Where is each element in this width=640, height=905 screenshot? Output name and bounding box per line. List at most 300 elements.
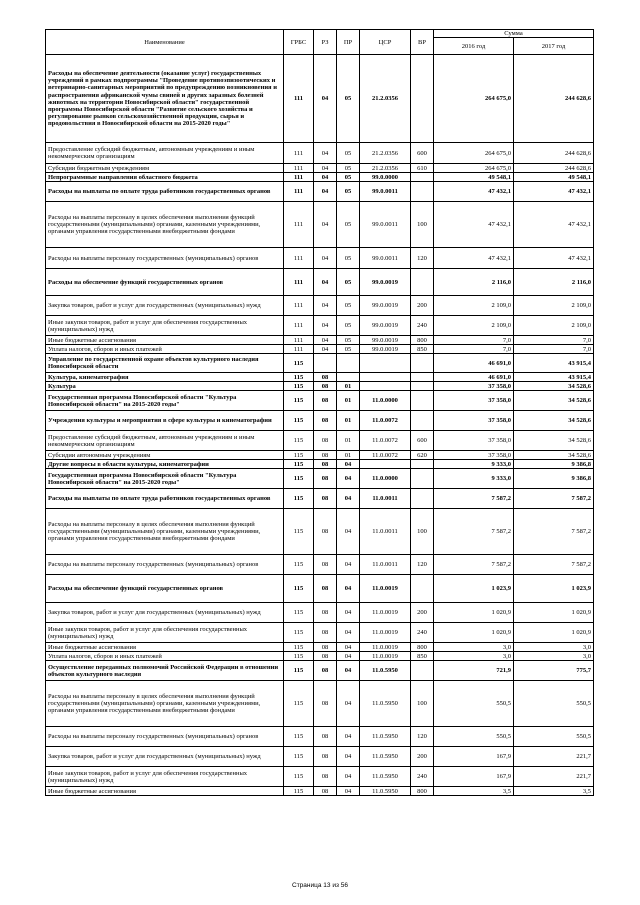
cell-rz: 08 <box>314 767 337 787</box>
table-row <box>46 489 594 509</box>
table-row <box>46 575 594 603</box>
cell-csr: 11.0.0072 <box>360 411 411 431</box>
cell-s2017: 3,5 <box>514 787 594 796</box>
cell-s2016: 550,5 <box>434 681 514 727</box>
cell-s2017: 34 528,6 <box>514 411 594 431</box>
table-row <box>46 316 594 336</box>
cell-rz: 08 <box>314 509 337 555</box>
cell-grbs: 115 <box>284 652 314 661</box>
cell-s2017: 49 548,1 <box>514 173 594 182</box>
header-grbs: ГРБС <box>284 30 314 55</box>
cell-vr <box>411 575 434 603</box>
cell-s2016: 46 691,0 <box>434 354 514 373</box>
cell-pr: 05 <box>337 269 360 296</box>
cell-name: Расходы на обеспечение деятельности (оказание услуг) государственных учреждений в рамках подпрограммы "Проведение противоэпизоотических и ветеринарно-санитарных мероприятий по предупреждению возникновения и распространения африканской чумы свиней и других заразных болезней животных на территории Новосибирской области" государственной программы Новосибирской области "Развитие сельского хозяйства и регулирование рынков сельскохозяйственной продукции, сырья и продовольствия в Новосибирской области на 2015-2020 годы" <box>46 55 284 143</box>
cell-name: Расходы на выплаты персоналу в целях обеспечения выполнения функций государственными (муниципальными) органами, казенными учреждениями, органами управления государственными внебюджетными фондами <box>46 509 284 555</box>
cell-s2017: 34 528,6 <box>514 431 594 451</box>
cell-csr: 11.0.5950 <box>360 787 411 796</box>
cell-rz: 08 <box>314 575 337 603</box>
cell-s2017: 47 432,1 <box>514 202 594 248</box>
cell-s2016: 37 358,0 <box>434 411 514 431</box>
cell-s2017: 3,0 <box>514 652 594 661</box>
cell-pr: 05 <box>337 316 360 336</box>
cell-s2017: 7 587,2 <box>514 489 594 509</box>
cell-pr: 05 <box>337 248 360 269</box>
cell-grbs: 115 <box>284 354 314 373</box>
cell-s2016: 721,9 <box>434 661 514 681</box>
cell-csr: 11.0.0011 <box>360 509 411 555</box>
cell-s2017: 43 915,4 <box>514 373 594 382</box>
cell-s2016: 1 023,9 <box>434 575 514 603</box>
cell-csr: 99.0.0000 <box>360 173 411 182</box>
cell-pr: 04 <box>337 643 360 652</box>
cell-vr: 610 <box>411 164 434 173</box>
header-sum: Сумма <box>434 30 594 38</box>
cell-rz: 08 <box>314 469 337 489</box>
cell-grbs: 111 <box>284 316 314 336</box>
cell-pr: 04 <box>337 747 360 767</box>
table-row <box>46 509 594 555</box>
cell-s2017: 244 628,6 <box>514 164 594 173</box>
cell-csr: 11.0.0011 <box>360 555 411 575</box>
cell-grbs: 111 <box>284 55 314 143</box>
cell-pr: 04 <box>337 575 360 603</box>
cell-csr: 11.0.0072 <box>360 451 411 460</box>
cell-pr: 05 <box>337 296 360 316</box>
table-row <box>46 373 594 382</box>
table-row <box>46 643 594 652</box>
cell-s2016: 37 358,0 <box>434 451 514 460</box>
cell-s2017: 7 587,2 <box>514 509 594 555</box>
cell-csr: 11.0.5950 <box>360 747 411 767</box>
cell-s2017: 34 528,6 <box>514 382 594 391</box>
cell-s2016: 264 675,0 <box>434 164 514 173</box>
cell-csr: 11.0.0019 <box>360 603 411 623</box>
cell-s2017: 221,7 <box>514 767 594 787</box>
cell-csr: 11.0.0000 <box>360 391 411 411</box>
cell-grbs: 115 <box>284 661 314 681</box>
cell-csr: 99.0.0011 <box>360 182 411 202</box>
table-row <box>46 681 594 727</box>
cell-csr: 11.0.5950 <box>360 681 411 727</box>
table-row <box>46 202 594 248</box>
cell-name: Уплата налогов, сборов и иных платежей <box>46 345 284 354</box>
cell-grbs: 115 <box>284 382 314 391</box>
header-name: Наименование <box>46 30 284 55</box>
cell-name: Иные закупки товаров, работ и услуг для обеспечения государственных (муниципальных) нужд <box>46 623 284 643</box>
cell-vr: 800 <box>411 787 434 796</box>
cell-s2016: 550,5 <box>434 727 514 747</box>
cell-grbs: 111 <box>284 336 314 345</box>
cell-s2016: 1 020,9 <box>434 623 514 643</box>
cell-grbs: 115 <box>284 489 314 509</box>
cell-name: Расходы на выплаты персоналу в целях обеспечения выполнения функций государственными (муниципальными) органами, казенными учреждениями, органами управления государственными внебюджетными фондами <box>46 681 284 727</box>
cell-vr <box>411 269 434 296</box>
cell-rz: 08 <box>314 623 337 643</box>
cell-csr: 99.0.0019 <box>360 316 411 336</box>
cell-name: Закупка товаров, работ и услуг для государственных (муниципальных) нужд <box>46 296 284 316</box>
cell-pr: 05 <box>337 345 360 354</box>
header-2017: 2017 год <box>514 38 594 55</box>
cell-pr: 04 <box>337 509 360 555</box>
cell-s2017: 47 432,1 <box>514 182 594 202</box>
cell-name: Субсидии автономным учреждениям <box>46 451 284 460</box>
cell-grbs: 115 <box>284 623 314 643</box>
cell-s2016: 7,0 <box>434 336 514 345</box>
cell-vr: 200 <box>411 603 434 623</box>
cell-name: Иные бюджетные ассигнования <box>46 336 284 345</box>
cell-pr: 04 <box>337 661 360 681</box>
table-row <box>46 248 594 269</box>
cell-vr: 100 <box>411 681 434 727</box>
cell-grbs: 111 <box>284 345 314 354</box>
cell-s2016: 7 587,2 <box>434 509 514 555</box>
cell-s2016: 7 587,2 <box>434 555 514 575</box>
cell-csr: 11.0.0019 <box>360 652 411 661</box>
cell-rz: 08 <box>314 681 337 727</box>
table-row <box>46 354 594 373</box>
cell-vr <box>411 373 434 382</box>
table-row <box>46 269 594 296</box>
cell-rz: 08 <box>314 411 337 431</box>
cell-csr: 11.0.5950 <box>360 661 411 681</box>
cell-grbs: 115 <box>284 469 314 489</box>
cell-rz: 08 <box>314 451 337 460</box>
cell-name: Расходы на выплаты персоналу государственных (муниципальных) органов <box>46 727 284 747</box>
cell-name: Культура <box>46 382 284 391</box>
cell-vr <box>411 391 434 411</box>
cell-grbs: 115 <box>284 747 314 767</box>
cell-vr: 620 <box>411 451 434 460</box>
cell-s2017: 43 915,4 <box>514 354 594 373</box>
cell-grbs: 111 <box>284 248 314 269</box>
cell-name: Государственная программа Новосибирской области "Культура Новосибирской области" на 2015-2020 годы" <box>46 391 284 411</box>
table-row <box>46 787 594 796</box>
cell-grbs: 115 <box>284 509 314 555</box>
cell-rz: 08 <box>314 603 337 623</box>
cell-vr: 120 <box>411 248 434 269</box>
cell-rz: 04 <box>314 182 337 202</box>
cell-s2017: 1 020,9 <box>514 603 594 623</box>
cell-vr: 240 <box>411 767 434 787</box>
cell-grbs: 111 <box>284 173 314 182</box>
cell-csr: 21.2.0356 <box>360 55 411 143</box>
cell-pr: 04 <box>337 652 360 661</box>
cell-grbs: 115 <box>284 460 314 469</box>
cell-s2016: 167,9 <box>434 767 514 787</box>
cell-name: Расходы на выплаты персоналу в целях обеспечения выполнения функций государственными (муниципальными) органами, казенными учреждениями, органами управления государственными внебюджетными фондами <box>46 202 284 248</box>
table-row <box>46 296 594 316</box>
cell-name: Непрограммные направления областного бюджета <box>46 173 284 182</box>
cell-name: Учреждения культуры и мероприятия в сфере культуры и кинематографии <box>46 411 284 431</box>
cell-s2016: 7 587,2 <box>434 489 514 509</box>
table-row <box>46 345 594 354</box>
cell-csr <box>360 460 411 469</box>
cell-rz: 04 <box>314 248 337 269</box>
cell-s2017: 7,0 <box>514 345 594 354</box>
cell-csr: 99.0.0019 <box>360 345 411 354</box>
page-number: Страница 13 из 56 <box>292 882 348 889</box>
cell-s2017: 7 587,2 <box>514 555 594 575</box>
table-row <box>46 747 594 767</box>
cell-name: Расходы на выплаты по оплате труда работников государственных органов <box>46 182 284 202</box>
cell-csr: 99.0.0011 <box>360 202 411 248</box>
cell-s2016: 47 432,1 <box>434 248 514 269</box>
cell-grbs: 111 <box>284 182 314 202</box>
cell-grbs: 115 <box>284 727 314 747</box>
cell-rz: 04 <box>314 296 337 316</box>
table-row <box>46 727 594 747</box>
cell-csr: 11.0.0072 <box>360 431 411 451</box>
cell-s2016: 3,5 <box>434 787 514 796</box>
cell-pr: 05 <box>337 143 360 164</box>
table-row <box>46 382 594 391</box>
cell-pr: 04 <box>337 555 360 575</box>
cell-pr: 04 <box>337 681 360 727</box>
cell-s2016: 264 675,0 <box>434 143 514 164</box>
cell-s2017: 3,0 <box>514 643 594 652</box>
table-row <box>46 767 594 787</box>
cell-s2017: 2 116,0 <box>514 269 594 296</box>
cell-vr: 850 <box>411 345 434 354</box>
cell-s2016: 3,0 <box>434 652 514 661</box>
cell-s2016: 2 116,0 <box>434 269 514 296</box>
cell-pr: 04 <box>337 469 360 489</box>
cell-vr <box>411 460 434 469</box>
cell-s2017: 221,7 <box>514 747 594 767</box>
cell-vr: 800 <box>411 643 434 652</box>
cell-pr: 01 <box>337 391 360 411</box>
cell-csr <box>360 354 411 373</box>
cell-grbs: 115 <box>284 681 314 727</box>
cell-vr: 200 <box>411 747 434 767</box>
cell-rz: 08 <box>314 382 337 391</box>
cell-pr: 04 <box>337 603 360 623</box>
cell-rz: 04 <box>314 336 337 345</box>
cell-vr: 100 <box>411 202 434 248</box>
cell-s2017: 550,5 <box>514 727 594 747</box>
header-2016: 2016 год <box>434 38 514 55</box>
cell-name: Иные бюджетные ассигнования <box>46 787 284 796</box>
cell-s2016: 167,9 <box>434 747 514 767</box>
header-csr: ЦСР <box>360 30 411 55</box>
table-row <box>46 391 594 411</box>
table-body <box>46 55 594 796</box>
table-row <box>46 451 594 460</box>
cell-csr: 21.2.0356 <box>360 143 411 164</box>
cell-s2017: 244 628,6 <box>514 55 594 143</box>
cell-pr: 01 <box>337 431 360 451</box>
cell-name: Уплата налогов, сборов и иных платежей <box>46 652 284 661</box>
cell-grbs: 111 <box>284 143 314 164</box>
cell-s2016: 9 333,0 <box>434 460 514 469</box>
cell-csr: 11.0.0019 <box>360 643 411 652</box>
cell-s2017: 9 386,8 <box>514 469 594 489</box>
cell-rz: 08 <box>314 747 337 767</box>
cell-rz: 04 <box>314 164 337 173</box>
cell-pr: 01 <box>337 382 360 391</box>
table-row <box>46 661 594 681</box>
table-row <box>46 55 594 143</box>
cell-rz: 08 <box>314 373 337 382</box>
cell-name: Расходы на обеспечение функций государственных органов <box>46 269 284 296</box>
cell-pr: 04 <box>337 623 360 643</box>
cell-s2017: 7,0 <box>514 336 594 345</box>
cell-grbs: 115 <box>284 451 314 460</box>
cell-rz: 08 <box>314 555 337 575</box>
cell-vr <box>411 469 434 489</box>
cell-name: Предоставление субсидий бюджетным, автономным учреждениям и иным некоммерческим организациям <box>46 143 284 164</box>
cell-rz: 08 <box>314 652 337 661</box>
cell-pr: 05 <box>337 173 360 182</box>
cell-s2016: 264 675,0 <box>434 55 514 143</box>
cell-grbs: 115 <box>284 603 314 623</box>
cell-csr: 11.0.0000 <box>360 469 411 489</box>
cell-rz: 04 <box>314 202 337 248</box>
cell-grbs: 111 <box>284 269 314 296</box>
cell-vr <box>411 173 434 182</box>
cell-vr: 850 <box>411 652 434 661</box>
cell-grbs: 115 <box>284 391 314 411</box>
header-rz: РЗ <box>314 30 337 55</box>
cell-s2017: 550,5 <box>514 681 594 727</box>
cell-csr <box>360 382 411 391</box>
cell-grbs: 115 <box>284 555 314 575</box>
cell-rz: 04 <box>314 316 337 336</box>
cell-s2017: 47 432,1 <box>514 248 594 269</box>
cell-name: Управление по государственной охране объектов культурного наследия Новосибирской области <box>46 354 284 373</box>
cell-csr: 99.0.0019 <box>360 269 411 296</box>
cell-name: Закупка товаров, работ и услуг для государственных (муниципальных) нужд <box>46 603 284 623</box>
cell-s2017: 1 020,9 <box>514 623 594 643</box>
cell-pr: 05 <box>337 336 360 345</box>
cell-rz: 08 <box>314 391 337 411</box>
cell-grbs: 115 <box>284 431 314 451</box>
cell-pr: 05 <box>337 182 360 202</box>
table-row <box>46 411 594 431</box>
cell-vr: 200 <box>411 296 434 316</box>
cell-grbs: 115 <box>284 767 314 787</box>
cell-rz: 08 <box>314 460 337 469</box>
cell-name: Субсидии бюджетным учреждениям <box>46 164 284 173</box>
cell-csr: 99.0.0019 <box>360 296 411 316</box>
cell-s2016: 2 109,0 <box>434 296 514 316</box>
cell-name: Другие вопросы в области культуры, кинематографии <box>46 460 284 469</box>
cell-s2017: 1 023,9 <box>514 575 594 603</box>
cell-pr: 01 <box>337 411 360 431</box>
cell-pr: 04 <box>337 787 360 796</box>
budget-table <box>45 29 594 796</box>
cell-vr: 120 <box>411 555 434 575</box>
cell-rz: 08 <box>314 727 337 747</box>
cell-pr: 04 <box>337 489 360 509</box>
cell-s2016: 37 358,0 <box>434 391 514 411</box>
table-row <box>46 555 594 575</box>
cell-vr: 100 <box>411 509 434 555</box>
cell-name: Иные бюджетные ассигнования <box>46 643 284 652</box>
cell-vr: 240 <box>411 316 434 336</box>
cell-grbs: 115 <box>284 575 314 603</box>
cell-vr <box>411 661 434 681</box>
cell-pr <box>337 354 360 373</box>
cell-csr: 11.0.0011 <box>360 489 411 509</box>
cell-name: Закупка товаров, работ и услуг для государственных (муниципальных) нужд <box>46 747 284 767</box>
table-row <box>46 460 594 469</box>
cell-name: Культура, кинематография <box>46 373 284 382</box>
cell-vr <box>411 55 434 143</box>
cell-rz: 04 <box>314 143 337 164</box>
cell-s2016: 37 358,0 <box>434 431 514 451</box>
cell-rz: 08 <box>314 661 337 681</box>
header-pr: ПР <box>337 30 360 55</box>
cell-vr: 240 <box>411 623 434 643</box>
cell-grbs: 115 <box>284 373 314 382</box>
cell-csr: 11.0.0019 <box>360 575 411 603</box>
cell-vr <box>411 411 434 431</box>
cell-rz: 04 <box>314 55 337 143</box>
cell-vr <box>411 354 434 373</box>
cell-csr: 99.0.0011 <box>360 248 411 269</box>
cell-name: Государственная программа Новосибирской области "Культура Новосибирской области" на 2015-2020 годы" <box>46 469 284 489</box>
cell-vr <box>411 382 434 391</box>
cell-name: Расходы на выплаты по оплате труда работников государственных органов <box>46 489 284 509</box>
table-row <box>46 173 594 182</box>
cell-name: Иные закупки товаров, работ и услуг для обеспечения государственных (муниципальных) нужд <box>46 316 284 336</box>
table-row <box>46 182 594 202</box>
cell-csr <box>360 373 411 382</box>
cell-s2016: 9 333,0 <box>434 469 514 489</box>
cell-grbs: 115 <box>284 411 314 431</box>
cell-pr: 05 <box>337 164 360 173</box>
cell-rz: 04 <box>314 269 337 296</box>
cell-rz <box>314 354 337 373</box>
cell-vr <box>411 489 434 509</box>
cell-name: Расходы на выплаты персоналу государственных (муниципальных) органов <box>46 248 284 269</box>
cell-s2017: 2 109,0 <box>514 316 594 336</box>
cell-rz: 04 <box>314 173 337 182</box>
cell-grbs: 115 <box>284 787 314 796</box>
cell-rz: 08 <box>314 431 337 451</box>
cell-rz: 08 <box>314 489 337 509</box>
table-row <box>46 143 594 164</box>
cell-s2017: 2 109,0 <box>514 296 594 316</box>
cell-vr: 800 <box>411 336 434 345</box>
table-row <box>46 623 594 643</box>
table-row <box>46 431 594 451</box>
table-row <box>46 469 594 489</box>
cell-s2016: 3,0 <box>434 643 514 652</box>
cell-rz: 04 <box>314 345 337 354</box>
cell-vr: 600 <box>411 431 434 451</box>
cell-s2016: 7,0 <box>434 345 514 354</box>
cell-vr <box>411 182 434 202</box>
cell-csr: 11.0.0019 <box>360 623 411 643</box>
cell-rz: 08 <box>314 787 337 796</box>
cell-vr: 120 <box>411 727 434 747</box>
cell-name: Предоставление субсидий бюджетным, автономным учреждениям и иным некоммерческим организациям <box>46 431 284 451</box>
cell-pr: 04 <box>337 767 360 787</box>
cell-csr: 11.0.5950 <box>360 767 411 787</box>
cell-grbs: 111 <box>284 296 314 316</box>
cell-s2016: 37 358,0 <box>434 382 514 391</box>
table-row <box>46 603 594 623</box>
cell-s2017: 34 528,6 <box>514 391 594 411</box>
cell-pr: 05 <box>337 55 360 143</box>
header-vr: ВР <box>411 30 434 55</box>
cell-csr: 99.0.0019 <box>360 336 411 345</box>
cell-csr: 11.0.5950 <box>360 727 411 747</box>
cell-name: Осуществление переданных полномочий Российской Федерации в отношении объектов культурного наследия <box>46 661 284 681</box>
